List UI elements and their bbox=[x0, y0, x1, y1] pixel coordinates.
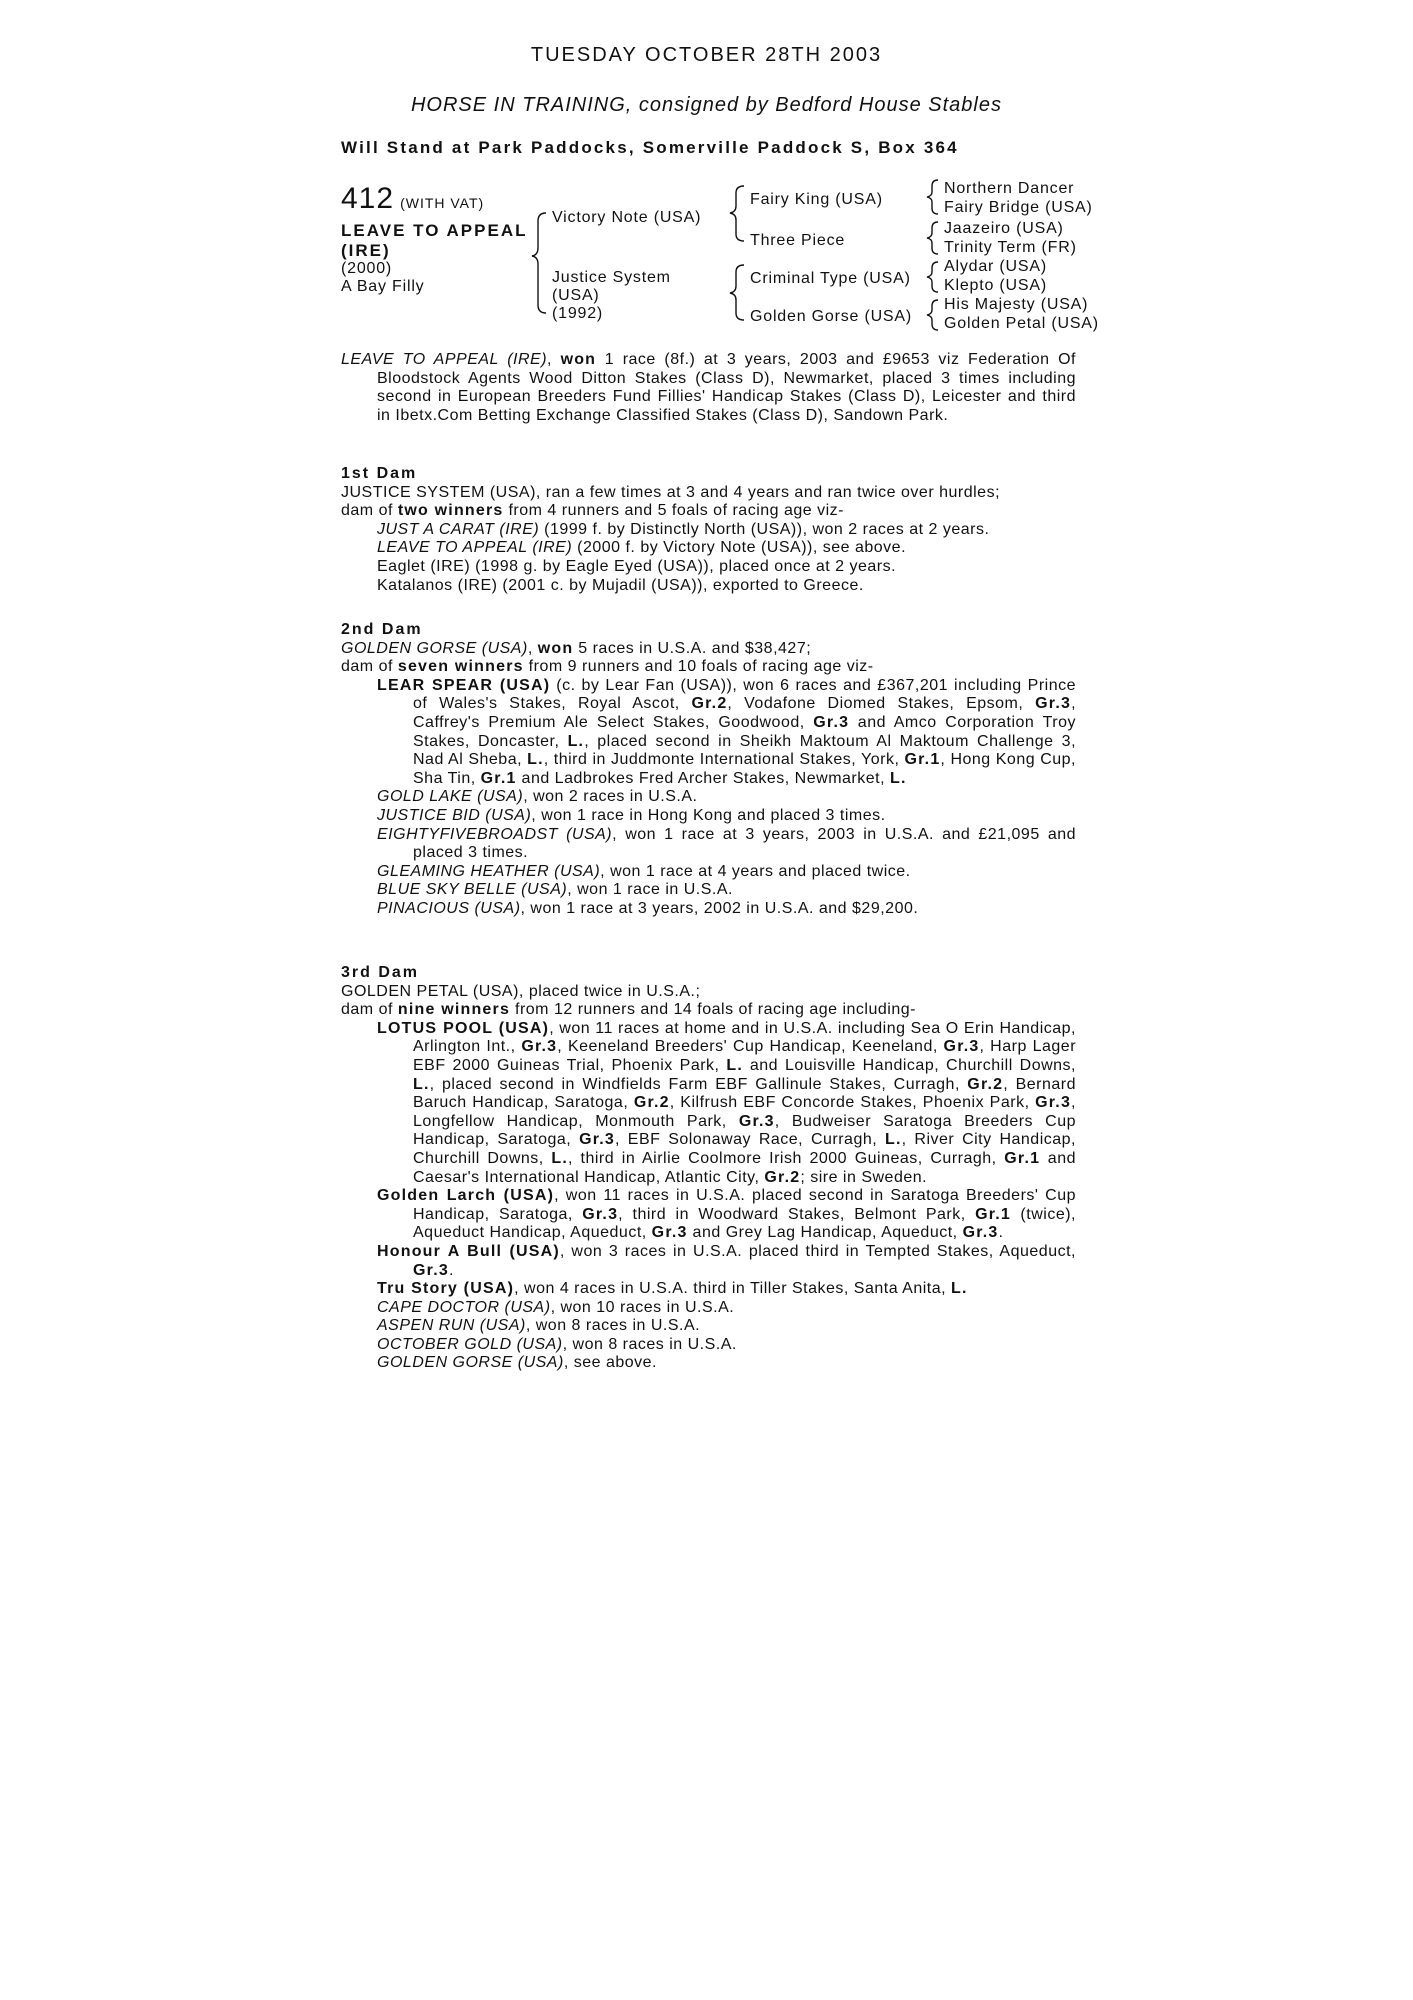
entry-text: , River City Handicap, Churchill Downs, bbox=[413, 1131, 1076, 1167]
produce-name: CAPE DOCTOR (USA) bbox=[377, 1298, 551, 1316]
summary-text: 1 race (8f.) at 3 years, 2003 and £9653 viz Federation Of Bloodstock Agents Wood Ditton Stakes (Class D), Newmarket, placed 3 times including second in European Breeders Fund Fillies' Handicap Stakes (Class D), Leicester and third in Ibetx.Com Betting Exchange Classified Stakes (Class D), Sandown Park. bbox=[377, 351, 1076, 424]
entry-text: , Longfellow Handicap, Monmouth Park, bbox=[413, 1094, 1076, 1130]
grade: Gr.3 bbox=[651, 1224, 688, 1242]
third-dam-line1: GOLDEN PETAL (USA), placed twice in U.S.A.; bbox=[341, 982, 701, 1000]
first-dam-produce-3 bbox=[341, 558, 1076, 577]
produce-name: LEAVE TO APPEAL (IRE) bbox=[377, 539, 573, 557]
grade: Gr.1 bbox=[1004, 1149, 1041, 1167]
produce-text: , won 8 races in U.S.A. bbox=[562, 1335, 737, 1353]
grade: L. bbox=[551, 1149, 568, 1167]
horse-name-line2: (IRE) bbox=[341, 241, 391, 260]
entry-text: and Caesar's International Handicap, Atlantic City, bbox=[413, 1149, 1077, 1186]
first-dam-line2-post: from 4 runners and 5 foals of racing age viz- bbox=[503, 502, 845, 520]
grade: Gr.2 bbox=[967, 1075, 1004, 1093]
grade: Gr.2 bbox=[633, 1094, 670, 1112]
first-dam-line2 bbox=[341, 502, 1076, 521]
produce-text: , won 10 races in U.S.A. bbox=[550, 1298, 735, 1316]
second-dam-section bbox=[341, 621, 1076, 919]
ggp-klepto: Klepto (USA) bbox=[944, 277, 1047, 294]
summary-won: won bbox=[560, 351, 597, 368]
produce-name: OCTOBER GOLD (USA) bbox=[377, 1335, 563, 1353]
produce-name: GOLDEN GORSE (USA) bbox=[377, 1354, 564, 1372]
grade: Gr.3 bbox=[582, 1205, 619, 1223]
second-dam-won: won bbox=[537, 639, 574, 657]
stand-location: Will Stand at Park Paddocks, Somerville Paddock S, Box 364 bbox=[341, 138, 959, 157]
produce-text: Eaglet (IRE) (1998 g. by Eagle Eyed (USA)), placed once at 2 years. bbox=[377, 557, 897, 575]
tru-story-entry bbox=[341, 1280, 1076, 1299]
foaling-year: (2000) bbox=[341, 260, 393, 277]
second-dam-produce-4 bbox=[341, 863, 1076, 882]
brace-sire bbox=[730, 186, 744, 241]
brace-fairy-king bbox=[927, 180, 938, 214]
grade: Gr.1 bbox=[975, 1205, 1012, 1223]
entry-text: , Caffrey's Premium Ale Select Stakes, Goodwood, bbox=[413, 695, 1077, 731]
second-dam-line1: GOLDEN GORSE (USA), won 5 races in U.S.A. and $38,427; bbox=[341, 639, 812, 657]
grade: L. bbox=[567, 732, 585, 750]
horse-name-line1: LEAVE TO APPEAL bbox=[341, 221, 528, 240]
first-dam-line2-pre: dam of bbox=[341, 502, 398, 520]
second-dam-heading: 2nd Dam bbox=[341, 621, 423, 638]
honour-a-bull-entry bbox=[341, 1243, 1076, 1280]
sire: Victory Note (USA) bbox=[552, 209, 702, 226]
first-dam-line1: JUSTICE SYSTEM (USA), ran a few times at 3 and 4 years and ran twice over hurdles; bbox=[341, 483, 1001, 501]
tru-story-name: Tru Story (USA) bbox=[377, 1280, 515, 1298]
grade: Gr.3 bbox=[738, 1112, 775, 1130]
second-dam-produce-6 bbox=[341, 900, 1076, 919]
entry-text: , Bernard Baruch Handicap, Saratoga, bbox=[413, 1075, 1076, 1112]
grade: Gr.2 bbox=[691, 695, 728, 713]
lotus-pool-entry bbox=[341, 1020, 1076, 1187]
first-dam-produce-2 bbox=[341, 539, 1076, 558]
produce-text: , won 2 races in U.S.A. bbox=[523, 788, 698, 806]
produce-name: BLUE SKY BELLE (USA) bbox=[377, 881, 568, 899]
grade: Gr.3 bbox=[1035, 695, 1072, 713]
sire-sire: Fairy King (USA) bbox=[750, 191, 883, 208]
consignment-line: HORSE IN TRAINING, consigned by Bedford House Stables bbox=[410, 94, 1002, 116]
dam-line2: (USA) bbox=[552, 287, 600, 304]
brace-three-piece bbox=[927, 222, 938, 254]
entry-text: and Grey Lag Handicap, Aqueduct, bbox=[687, 1224, 963, 1242]
brace-dam bbox=[730, 265, 744, 320]
ggp-his-majesty: His Majesty (USA) bbox=[944, 296, 1089, 313]
third-dam-line2-post: from 12 runners and 14 foals of racing age including- bbox=[510, 1001, 916, 1019]
entry-text: , Keeneland Breeders' Cup Handicap, Keeneland, bbox=[557, 1038, 944, 1056]
sire-dam: Three Piece bbox=[750, 232, 846, 249]
grade: L. bbox=[527, 751, 544, 769]
entry-text: ; sire in Sweden. bbox=[800, 1168, 928, 1186]
second-dam-produce-5 bbox=[341, 881, 1076, 900]
dam-line1: Justice System bbox=[552, 269, 671, 286]
produce-name: JUSTICE BID (USA) bbox=[377, 806, 532, 824]
first-dam-heading: 1st Dam bbox=[341, 465, 418, 482]
grade: Gr.3 bbox=[813, 713, 850, 731]
produce-text: , won 1 race at 4 years and placed twice. bbox=[600, 862, 911, 880]
grade: Gr.1 bbox=[904, 751, 941, 769]
third-dam-winners: nine winners bbox=[397, 1001, 511, 1019]
grade: L. bbox=[889, 769, 907, 787]
dam-line3: (1992) bbox=[552, 305, 604, 322]
produce-text: (1999 f. by Distinctly North (USA)), won 2 races at 2 years. bbox=[539, 520, 990, 538]
first-dam-produce-4 bbox=[341, 577, 1076, 596]
produce-text: , won 1 race at 3 years, 2003 in U.S.A. and £21,095 and placed 3 times. bbox=[413, 825, 1077, 862]
honour-a-bull-name: Honour A Bull (USA) bbox=[377, 1242, 560, 1260]
third-dam-line2-pre: dam of bbox=[341, 1001, 398, 1019]
ggp-trinity-term: Trinity Term (FR) bbox=[944, 239, 1077, 256]
second-dam-produce-2 bbox=[341, 807, 1076, 826]
dam-dam: Golden Gorse (USA) bbox=[750, 308, 913, 325]
second-dam-produce-1 bbox=[341, 788, 1076, 807]
grade: Gr.3 bbox=[413, 1261, 449, 1279]
brace-criminal-type bbox=[927, 262, 938, 292]
third-dam-heading: 3rd Dam bbox=[341, 964, 420, 981]
grade: Gr.3 bbox=[1035, 1094, 1072, 1112]
second-dam-name: GOLDEN GORSE (USA) bbox=[341, 639, 528, 657]
lear-spear-entry bbox=[341, 677, 1076, 789]
entry-text: and Amco Corporation Troy Stakes, Doncaster, bbox=[413, 713, 1076, 750]
entry-text: , third in Juddmonte International Stakes, York, bbox=[543, 751, 905, 769]
second-dam-produce-3 bbox=[341, 826, 1076, 863]
produce-text: , won 1 race at 3 years, 2002 in U.S.A. and $29,200. bbox=[520, 899, 919, 917]
entry-text: and Louisville Handicap, Churchill Downs, bbox=[743, 1056, 1077, 1074]
grade: L. bbox=[413, 1075, 430, 1093]
ggp-fairy-bridge: Fairy Bridge (USA) bbox=[944, 199, 1093, 216]
lotus-pool-name: LOTUS POOL (USA) bbox=[377, 1019, 550, 1037]
entry-text: , Hong Kong Cup, Sha Tin, bbox=[413, 751, 1077, 787]
grade: Gr.3 bbox=[521, 1038, 558, 1056]
golden-larch-name: Golden Larch (USA) bbox=[377, 1187, 555, 1205]
pedigree-braces bbox=[0, 0, 1413, 340]
first-dam-winners: two winners bbox=[397, 502, 504, 520]
third-dam-produce-2 bbox=[341, 1317, 1076, 1336]
golden-larch-entry bbox=[341, 1187, 1076, 1243]
produce-text: Katalanos (IRE) (2001 c. by Mujadil (USA)), exported to Greece. bbox=[377, 576, 864, 594]
entry-text: (c. by Lear Fan (USA)), won 6 races and £367,201 including Prince of Wales's Stakes, Royal Ascot, bbox=[413, 676, 1077, 713]
produce-text: , won 8 races in U.S.A. bbox=[525, 1317, 701, 1335]
produce-text: , won 1 race in Hong Kong and placed 3 times. bbox=[531, 806, 886, 824]
grade: Gr.3 bbox=[579, 1131, 616, 1149]
grade: Gr.3 bbox=[943, 1038, 980, 1056]
entry-text: , Harp Lager EBF 2000 Guineas Trial, Phoenix Park, bbox=[413, 1038, 1077, 1074]
produce-name: GLEAMING HEATHER (USA) bbox=[377, 862, 601, 880]
produce-name: JUST A CARAT (IRE) bbox=[377, 520, 540, 538]
ggp-northern-dancer: Northern Dancer bbox=[944, 180, 1075, 197]
third-dam-produce-3 bbox=[341, 1336, 1076, 1355]
grade: L. bbox=[885, 1131, 902, 1149]
produce-name: PINACIOUS (USA) bbox=[377, 899, 521, 917]
brace-parents bbox=[532, 213, 546, 313]
produce-name: ASPEN RUN (USA) bbox=[377, 1317, 526, 1335]
entry-text: , won 11 races at home and in U.S.A. including Sea O Erin Handicap, Arlington Int., bbox=[413, 1019, 1076, 1056]
entry-text: , EBF Solonaway Race, Curragh, bbox=[615, 1131, 886, 1149]
entry-text: , third in Woodward Stakes, Belmont Park, bbox=[618, 1205, 976, 1223]
ggp-jaazeiro: Jaazeiro (USA) bbox=[944, 220, 1064, 237]
race-summary bbox=[341, 351, 1076, 425]
summary-horse-name: LEAVE TO APPEAL (IRE) bbox=[341, 351, 548, 368]
third-dam-section bbox=[341, 964, 1076, 1373]
entry-text: , won 4 races in U.S.A. third in Tiller Stakes, Santa Anita, bbox=[514, 1280, 952, 1298]
grade: Gr.3 bbox=[962, 1224, 999, 1242]
third-dam-line2 bbox=[341, 1001, 1076, 1020]
entry-text: . bbox=[998, 1224, 1004, 1242]
grade: Gr.1 bbox=[480, 769, 517, 787]
summary-paragraph: LEAVE TO APPEAL (IRE), won 1 race (8f.) at 3 years, 2003 and £9653 viz Federation Of Bloodstock Agents Wood Ditton Stakes (Class D), Newmarket, placed 3 times including second in European Breeders Fund Fillies' Handicap Stakes (Class D), Leicester and third in Ibetx.Com Betting Exchange Classified Stakes (Class D), Sandown Park. bbox=[341, 351, 1076, 424]
vat-note: (WITH VAT) bbox=[400, 195, 485, 211]
produce-name: EIGHTYFIVEBROADST (USA) bbox=[377, 825, 613, 843]
lear-spear-name: LEAR SPEAR (USA) bbox=[377, 676, 551, 694]
first-dam-section bbox=[341, 465, 1076, 595]
entry-text: , Budweiser Saratoga Breeders Cup Handicap, Saratoga, bbox=[413, 1112, 1076, 1149]
produce-text: , won 1 race in U.S.A. bbox=[567, 881, 733, 899]
entry-text: , placed second in Windfields Farm EBF Gallinule Stakes, Curragh, bbox=[429, 1075, 968, 1093]
grade: L. bbox=[951, 1280, 968, 1298]
entry-text: , Vodafone Diomed Stakes, Epsom, bbox=[727, 695, 1036, 713]
sale-date: TUESDAY OCTOBER 28TH 2003 bbox=[530, 44, 883, 66]
second-dam-line2-post: from 9 runners and 10 foals of racing age viz- bbox=[523, 658, 874, 676]
second-dam-winners: seven winners bbox=[397, 658, 524, 676]
produce-text: (2000 f. by Victory Note (USA)), see above. bbox=[572, 539, 907, 557]
entry-text: , won 11 races in U.S.A. placed second in Saratoga Breeders' Cup Handicap, Saratoga, bbox=[413, 1187, 1077, 1223]
entry-text: and Ladbrokes Fred Archer Stakes, Newmarket, bbox=[516, 769, 890, 787]
second-dam-line2-pre: dam of bbox=[341, 658, 398, 676]
grade: Gr.2 bbox=[764, 1168, 801, 1186]
ggp-alydar: Alydar (USA) bbox=[944, 258, 1047, 275]
first-dam-produce-1 bbox=[341, 521, 1076, 540]
third-dam-produce-1 bbox=[341, 1299, 1076, 1318]
ggp-golden-petal: Golden Petal (USA) bbox=[944, 315, 1099, 332]
dam-sire: Criminal Type (USA) bbox=[750, 270, 911, 287]
entry-text: , placed second in Sheikh Maktoum Al Maktoum Challenge 3, Nad Al Sheba, bbox=[413, 732, 1077, 769]
entry-text: . bbox=[448, 1261, 454, 1279]
entry-text: , third in Airlie Coolmore Irish 2000 Guineas, Curragh, bbox=[567, 1149, 1005, 1167]
entry-text: , won 3 races in U.S.A. placed third in Tempted Stakes, Aqueduct, bbox=[559, 1242, 1076, 1260]
brace-golden-gorse bbox=[927, 300, 938, 330]
third-dam-produce-4 bbox=[341, 1354, 1076, 1373]
entry-text: (twice), Aqueduct Handicap, Aqueduct, bbox=[413, 1205, 1076, 1242]
produce-text: , see above. bbox=[563, 1354, 657, 1372]
lot-number: 412 bbox=[341, 182, 395, 215]
produce-name: GOLD LAKE (USA) bbox=[377, 788, 524, 806]
grade: L. bbox=[726, 1056, 743, 1074]
horse-description: A Bay Filly bbox=[341, 278, 425, 295]
entry-text: , Kilfrush EBF Concorde Stakes, Phoenix Park, bbox=[669, 1094, 1036, 1112]
second-dam-line2 bbox=[341, 658, 1076, 677]
second-dam-line1-post: 5 races in U.S.A. and $38,427; bbox=[573, 639, 812, 657]
